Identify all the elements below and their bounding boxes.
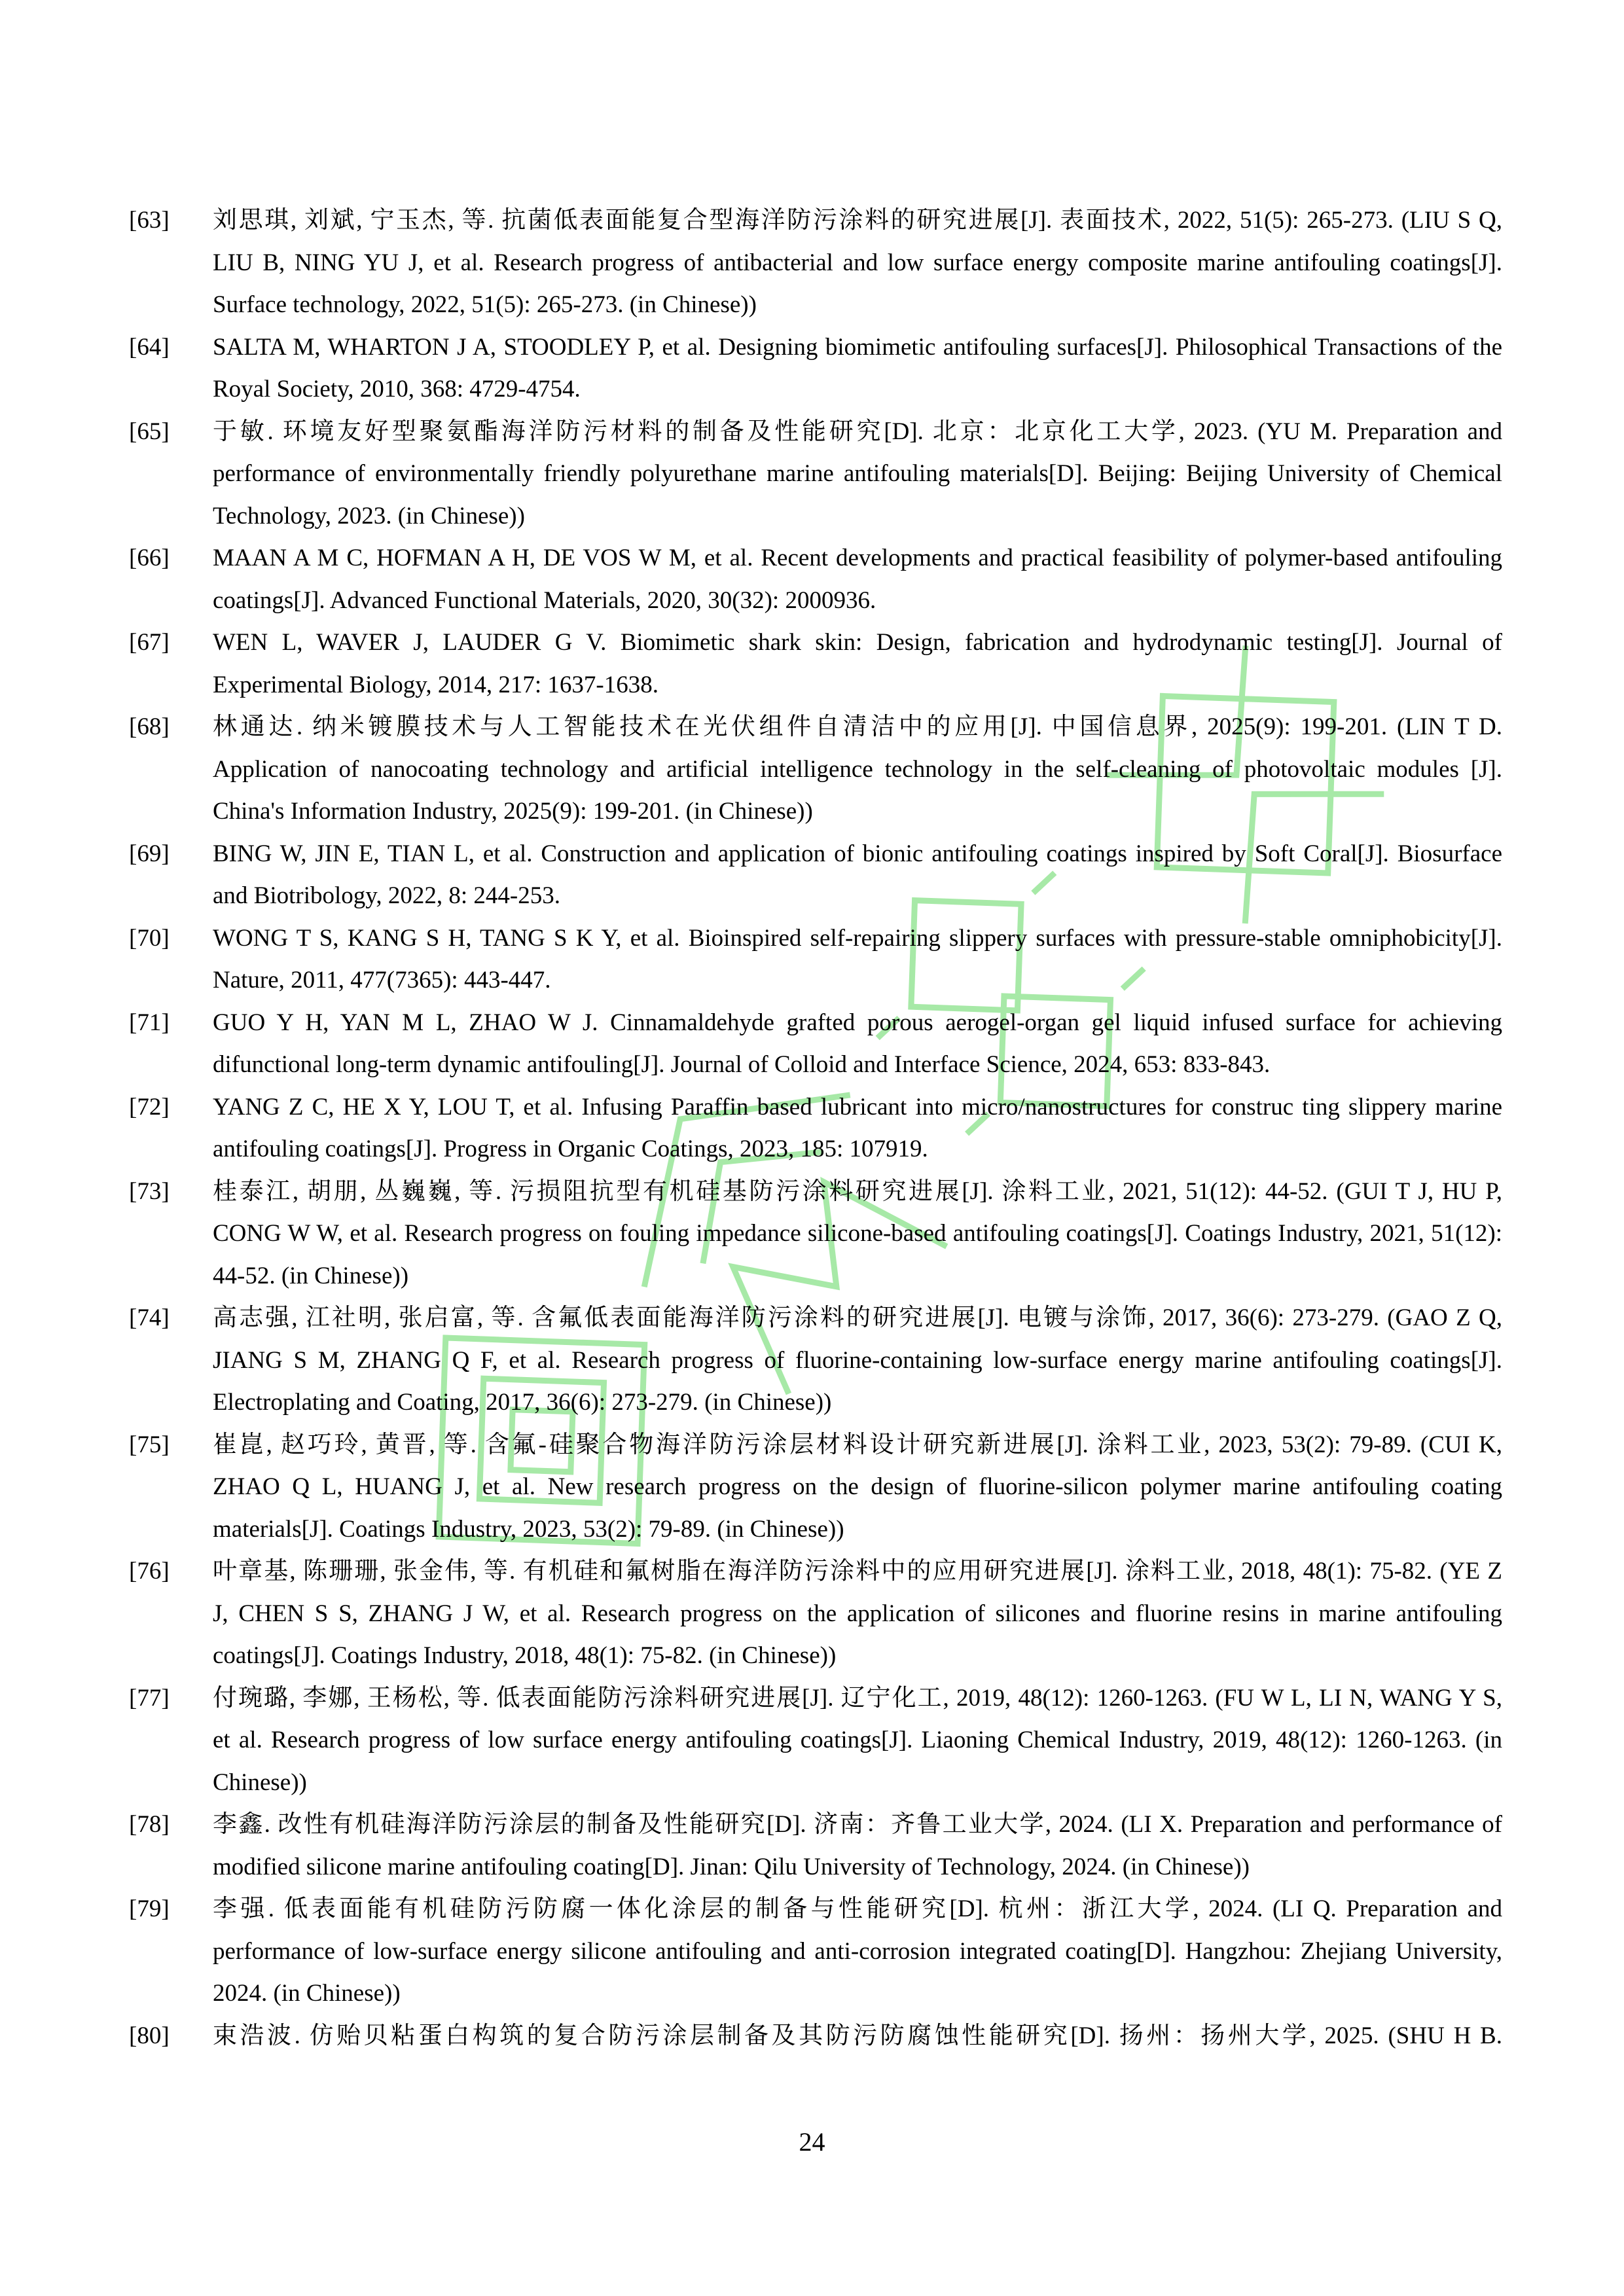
reference-line: 高志强, 江社明, 张启富, 等. 含氟低表面能海洋防污涂料的研究进展[J]. 电镀与涂饰, 2017, 36(6): 273-279. (GAO Z Q, — [213, 1304, 1502, 1331]
reference-text — [213, 706, 1502, 833]
reference-item — [129, 1086, 1502, 1171]
reference-label: [68] — [129, 713, 170, 740]
reference-label: [77] — [129, 1684, 170, 1712]
reference-item — [129, 2015, 1502, 2058]
reference-text — [213, 327, 1502, 411]
reference-line: China's Information Industry, 2025(9): 199-201. (in Chinese)) — [213, 798, 813, 825]
reference-line: performance of environmentally friendly polyurethane marine antifouling materials[D]. Beijing: Beijing University of Chemical — [213, 460, 1502, 487]
reference-line: JIANG S M, ZHANG Q F, et al. Research progress of fluorine-containing low-surface energy marine antifouling coatings[J]. — [213, 1346, 1502, 1374]
reference-item — [129, 1888, 1502, 2015]
references-list — [129, 200, 1502, 2057]
reference-line: J, CHEN S S, ZHANG J W, et al. Research progress on the application of silicones and fluorine resins in marine antifouling — [213, 1600, 1502, 1627]
reference-item — [129, 1677, 1502, 1804]
reference-line: difunctional long-term dynamic antifouling[J]. Journal of Colloid and Interface Science, 2024, 653: 833-843. — [213, 1051, 1271, 1078]
reference-label: [71] — [129, 1009, 170, 1036]
reference-line: 桂泰江, 胡朋, 丛巍巍, 等. 污损阻抗型有机硅基防污涂料研究进展[J]. 涂料工业, 2021, 51(12): 44-52. (GUI T J, HU P, — [213, 1177, 1502, 1205]
reference-item — [129, 833, 1502, 918]
reference-line: Royal Society, 2010, 368: 4729-4754. — [213, 376, 581, 403]
reference-line: WEN L, WAVER J, LAUDER G V. Biomimetic shark skin: Design, fabrication and hydrodynamic testing[J]. Journal of — [213, 629, 1502, 656]
reference-line: 束浩波. 仿贻贝粘蛋白构筑的复合防污涂层制备及其防污防腐蚀性能研究[D]. 扬州：扬州大学, 2025. (SHU H B. — [213, 2022, 1502, 2049]
reference-line: 刘思琪, 刘斌, 宁玉杰, 等. 抗菌低表面能复合型海洋防污涂料的研究进展[J]. 表面技术, 2022, 51(5): 265-273. (LIU S Q, — [213, 207, 1502, 234]
reference-line: 2024. (in Chinese)) — [213, 1980, 401, 2007]
reference-text — [213, 1171, 1502, 1298]
reference-text — [213, 537, 1502, 622]
reference-item — [129, 1804, 1502, 1888]
reference-item — [129, 1002, 1502, 1086]
reference-text — [213, 200, 1502, 327]
page-number: 24 — [799, 2127, 825, 2157]
reference-line: 付琬璐, 李娜, 王杨松, 等. 低表面能防污涂料研究进展[J]. 辽宁化工, 2019, 48(12): 1260-1263. (FU W L, LI N, WANG Y S, — [213, 1684, 1502, 1712]
reference-item — [129, 1297, 1502, 1424]
reference-item — [129, 918, 1502, 1002]
reference-line: WONG T S, KANG S H, TANG S K Y, et al. Bioinspired self-repairing slippery surfaces with pressure-stable omniphobicity[J]. — [213, 924, 1502, 952]
reference-label: [75] — [129, 1431, 170, 1458]
reference-label: [69] — [129, 840, 170, 867]
reference-label: [76] — [129, 1558, 170, 1585]
reference-label: [64] — [129, 333, 170, 361]
reference-line: performance of low-surface energy silicone antifouling and anti-corrosion integrated coating[D]. Hangzhou: Zhejiang University, — [213, 1937, 1502, 1965]
reference-line: et al. Research progress of low surface energy antifouling coatings[J]. Liaoning Chemical Industry, 2019, 48(12): 1260-1263. (in — [213, 1727, 1502, 1753]
reference-text — [213, 918, 1502, 1002]
reference-line: Electroplating and Coating, 2017, 36(6): 273-279. (in Chinese)) — [213, 1389, 832, 1416]
reference-line: LIU B, NING YU J, et al. Research progress of antibacterial and low surface energy composite marine antifouling coatings[J]. — [213, 249, 1502, 276]
reference-text — [213, 1677, 1502, 1804]
reference-text — [213, 411, 1502, 538]
reference-item — [129, 1551, 1502, 1677]
reference-label: [63] — [129, 207, 170, 234]
reference-line: 叶章基, 陈珊珊, 张金伟, 等. 有机硅和氟树脂在海洋防污涂料中的应用研究进展[J]. 涂料工业, 2018, 48(1): 75-82. (YE Z — [213, 1558, 1502, 1585]
reference-line: Surface technology, 2022, 51(5): 265-273. (in Chinese)) — [213, 291, 757, 318]
reference-line: 李强. 低表面能有机硅防污防腐一体化涂层的制备与性能研究[D]. 杭州：浙江大学, 2024. (LI Q. Preparation and — [213, 1895, 1502, 1922]
reference-text — [213, 1297, 1502, 1424]
reference-label: [80] — [129, 2022, 170, 2049]
reference-text — [213, 1002, 1502, 1086]
reference-label: [70] — [129, 924, 170, 952]
reference-line: BING W, JIN E, TIAN L, et al. Construction and application of bionic antifouling coatings inspired by Soft Coral[J]. Biosurface — [213, 840, 1502, 867]
reference-text — [213, 1888, 1502, 2015]
reference-line: coatings[J]. Advanced Functional Materials, 2020, 30(32): 2000936. — [213, 586, 876, 614]
reference-text — [213, 2015, 1502, 2058]
reference-item — [129, 200, 1502, 327]
reference-line: modified silicone marine antifouling coating[D]. Jinan: Qilu University of Technology, 2024. (in Chinese)) — [213, 1853, 1250, 1880]
reference-line: coatings[J]. Coatings Industry, 2018, 48(1): 75-82. (in Chinese)) — [213, 1642, 837, 1669]
reference-text — [213, 1551, 1502, 1677]
reference-line: Application of nanocoating technology and artificial intelligence technology in the self-cleaning of photovoltaic modules [J]. — [213, 755, 1502, 783]
reference-label: [73] — [129, 1177, 170, 1205]
reference-text — [213, 622, 1502, 706]
reference-item — [129, 706, 1502, 833]
reference-item — [129, 622, 1502, 706]
reference-line: materials[J]. Coatings Industry, 2023, 53(2): 79-89. (in Chinese)) — [213, 1515, 844, 1543]
reference-line: 李鑫. 改性有机硅海洋防污涂层的制备及性能研究[D]. 济南：齐鲁工业大学, 2024. (LI X. Preparation and performance of — [213, 1811, 1502, 1838]
reference-line: Experimental Biology, 2014, 217: 1637-1638. — [213, 671, 659, 698]
reference-line: YANG Z C, HE X Y, LOU T, et al. Infusing Paraffin based lubricant into micro/nanostructures for construc ting slippery marine — [213, 1093, 1502, 1121]
reference-line: 于敏. 环境友好型聚氨酯海洋防污材料的制备及性能研究[D]. 北京：北京化工大学, 2023. (YU M. Preparation and — [213, 418, 1502, 445]
reference-text — [213, 833, 1502, 918]
reference-item — [129, 537, 1502, 622]
reference-line: 林通达. 纳米镀膜技术与人工智能技术在光伏组件自清洁中的应用[J]. 中国信息界, 2025(9): 199-201. (LIN T D. — [213, 713, 1502, 740]
reference-item — [129, 1171, 1502, 1298]
reference-label: [79] — [129, 1895, 170, 1922]
reference-item — [129, 327, 1502, 411]
reference-line: MAAN A M C, HOFMAN A H, DE VOS W M, et al. Recent developments and practical feasibility of polymer-based antifouling — [213, 545, 1502, 571]
reference-line: antifouling coatings[J]. Progress in Organic Coatings, 2023, 185: 107919. — [213, 1136, 928, 1162]
reference-line: Chinese)) — [213, 1768, 307, 1796]
reference-line: ZHAO Q L, HUANG J, et al. New research progress on the design of fluorine-silicon polymer marine antifouling coating — [213, 1473, 1502, 1500]
reference-text — [213, 1424, 1502, 1551]
reference-label: [66] — [129, 545, 170, 571]
reference-item — [129, 411, 1502, 538]
reference-line: SALTA M, WHARTON J A, STOODLEY P, et al. Designing biomimetic antifouling surfaces[J]. Philosophical Transactions of the — [213, 333, 1502, 361]
reference-line: 44-52. (in Chinese)) — [213, 1262, 409, 1289]
reference-text — [213, 1804, 1502, 1888]
reference-item — [129, 1424, 1502, 1551]
reference-line: CONG W W, et al. Research progress on fouling impedance silicone-based antifouling coatings[J]. Coatings Industry, 2021, 51(12): — [213, 1220, 1502, 1247]
reference-label: [74] — [129, 1304, 170, 1331]
reference-line: Nature, 2011, 477(7365): 443-447. — [213, 967, 551, 994]
reference-text — [213, 1086, 1502, 1171]
reference-line: GUO Y H, YAN M L, ZHAO W J. Cinnamaldehyde grafted porous aerogel-organ gel liquid infused surface for achieving — [213, 1009, 1502, 1036]
reference-label: [65] — [129, 418, 170, 445]
reference-label: [72] — [129, 1093, 170, 1121]
reference-line: 崔崑, 赵巧玲, 黄晋, 等. 含氟-硅聚合物海洋防污涂层材料设计研究新进展[J]. 涂料工业, 2023, 53(2): 79-89. (CUI K, — [213, 1431, 1502, 1458]
reference-label: [67] — [129, 629, 170, 656]
reference-line: Technology, 2023. (in Chinese)) — [213, 502, 525, 529]
reference-label: [78] — [129, 1811, 170, 1838]
reference-line: and Biotribology, 2022, 8: 244-253. — [213, 882, 560, 909]
